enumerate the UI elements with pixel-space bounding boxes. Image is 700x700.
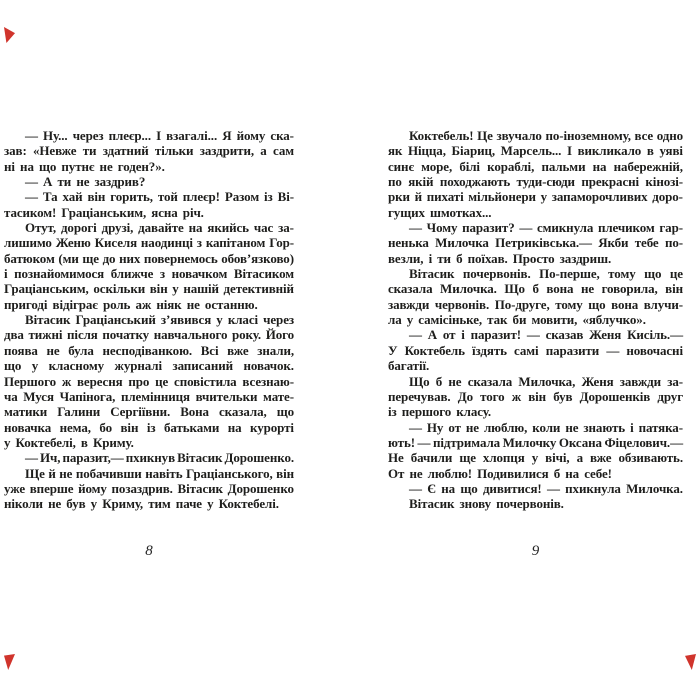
text-line: Граціанським, оскільки він у нашій детективній <box>4 281 294 297</box>
text-line: От не люблю! Подивилися б на себе! <box>388 465 612 481</box>
text-line: перечував. До того ж він був Дорошенків друг <box>388 388 683 404</box>
text-line: — Та хай він горить, той плеєр! Разом із Ві- <box>25 189 294 205</box>
book-page-right-text <box>388 128 683 512</box>
text-line: тасиком! Граціанським, ясна річ. <box>4 204 204 220</box>
text-line: ні на що путнє не годен?». <box>4 158 165 174</box>
text-line: пригоді відіграє роль аж ніяк не останню. <box>4 296 258 312</box>
book-page-left-text <box>4 128 294 512</box>
text-line: — Ну... через плеєр... І взагалі... Я йому ска- <box>25 128 294 143</box>
page-number-right: 9 <box>531 543 540 559</box>
text-line: Ще й не побачивши навіть Граціанського, він <box>25 465 294 481</box>
text-line: — Ич, паразит,— пхикнув Вітасик Дорошенко. <box>25 450 294 466</box>
text-line: матики Галини Сергіївни. Вона сказала, що <box>4 404 294 420</box>
text-line: ча Муся Чапінога, племінниця вчительки мате- <box>4 388 294 404</box>
text-line: новачка нема, бо він із батьками на курорті <box>4 419 294 435</box>
text-line: Вітасик Граціанський з’явився у класі через <box>25 312 294 328</box>
text-line: рки й пихаті мільйонери у запаморочливих доро- <box>388 189 683 205</box>
red-corner-mark-bottom-left <box>4 654 15 670</box>
text-line: везли, і ти б поїхав. Просто заздриш. <box>388 250 612 266</box>
text-line: Не бачили ще хлопця у вічі, а вже обзивають. <box>388 450 683 466</box>
text-line: — Ну от не люблю, коли не знають і патяка- <box>409 419 683 435</box>
text-line: Отут, дорогі друзі, давайте на якийсь час за- <box>25 220 294 236</box>
text-line: зав: «Невже ти здатний тільки заздрити, а сам <box>4 143 294 159</box>
text-line: ла у самісіньке, так би мовити, «яблучко». <box>388 312 646 328</box>
text-line: у Коктебелі, в Криму. <box>4 434 134 450</box>
text-line: і познайомимося ближче з новачком Вітасиком <box>4 266 294 282</box>
text-line: ють! — підтримала Милочку Оксана Фіцелович.— <box>388 434 683 450</box>
text-line: як Ніцца, Біариц, Марсель... І викликало в уяві <box>388 143 683 159</box>
text-line: синє море, білі кораблі, пальми на набережній, <box>388 158 683 174</box>
text-line: два тижні після початку навчального року. Його <box>4 327 294 343</box>
text-line: У Коктебель їздять самі паразити — новочасні <box>388 342 683 358</box>
text-line: Вітасик почервонів. По-перше, тому що це <box>409 266 683 282</box>
text-line: ненька Милочка Петриківська.— Якби тебе по- <box>388 235 683 251</box>
text-line: Коктебель! Це звучало по-іноземному, все одно <box>409 128 683 143</box>
text-line: лишимо Женю Киселя наодинці з капітаном Гор- <box>4 235 294 251</box>
text-line: — А от і паразит! — сказав Женя Кисіль.— <box>409 327 683 343</box>
text-line: сказала Милочка. Що б вона не говорила, він <box>388 281 683 297</box>
text-line: — Є на що дивитися! — пхикнула Милочка. <box>409 480 683 496</box>
text-line: поява не була несподіванкою. Всі вже знали, <box>4 342 294 358</box>
text-line: батюком (ми ще до них повернемось обов’язково) <box>4 250 294 266</box>
text-line: по якій походжають туди-сюди прекрасні кінозі- <box>388 174 683 190</box>
text-line: багатії. <box>388 358 430 374</box>
text-line: Вітасик знову почервонів. <box>409 496 564 512</box>
text-line: — А ти не заздрив? <box>25 174 146 190</box>
text-line: ніколи не був у Криму, тим паче у Коктебелі. <box>4 496 279 512</box>
text-line: із першого класу. <box>388 404 492 420</box>
text-line: — Чому паразит? — смикнула плечиком гар- <box>409 220 683 236</box>
text-line: Що б не сказала Милочка, Женя завжди за- <box>409 373 683 389</box>
red-corner-mark-top-left <box>4 27 15 43</box>
text-line: гущих шмотках... <box>388 204 492 220</box>
text-line: що у класному журналі записаний новачок. <box>4 358 294 374</box>
text-line: уже вперше йому позаздрив. Вітасик Дорошенко <box>4 480 294 496</box>
page-number-left: 8 <box>145 543 153 559</box>
red-corner-mark-bottom-right <box>685 654 696 670</box>
text-line: завжди червонів. По-друге, тому що вона влучи- <box>388 296 683 312</box>
text-line: Першого ж вересня про це сповістила всезнаю- <box>4 373 294 389</box>
